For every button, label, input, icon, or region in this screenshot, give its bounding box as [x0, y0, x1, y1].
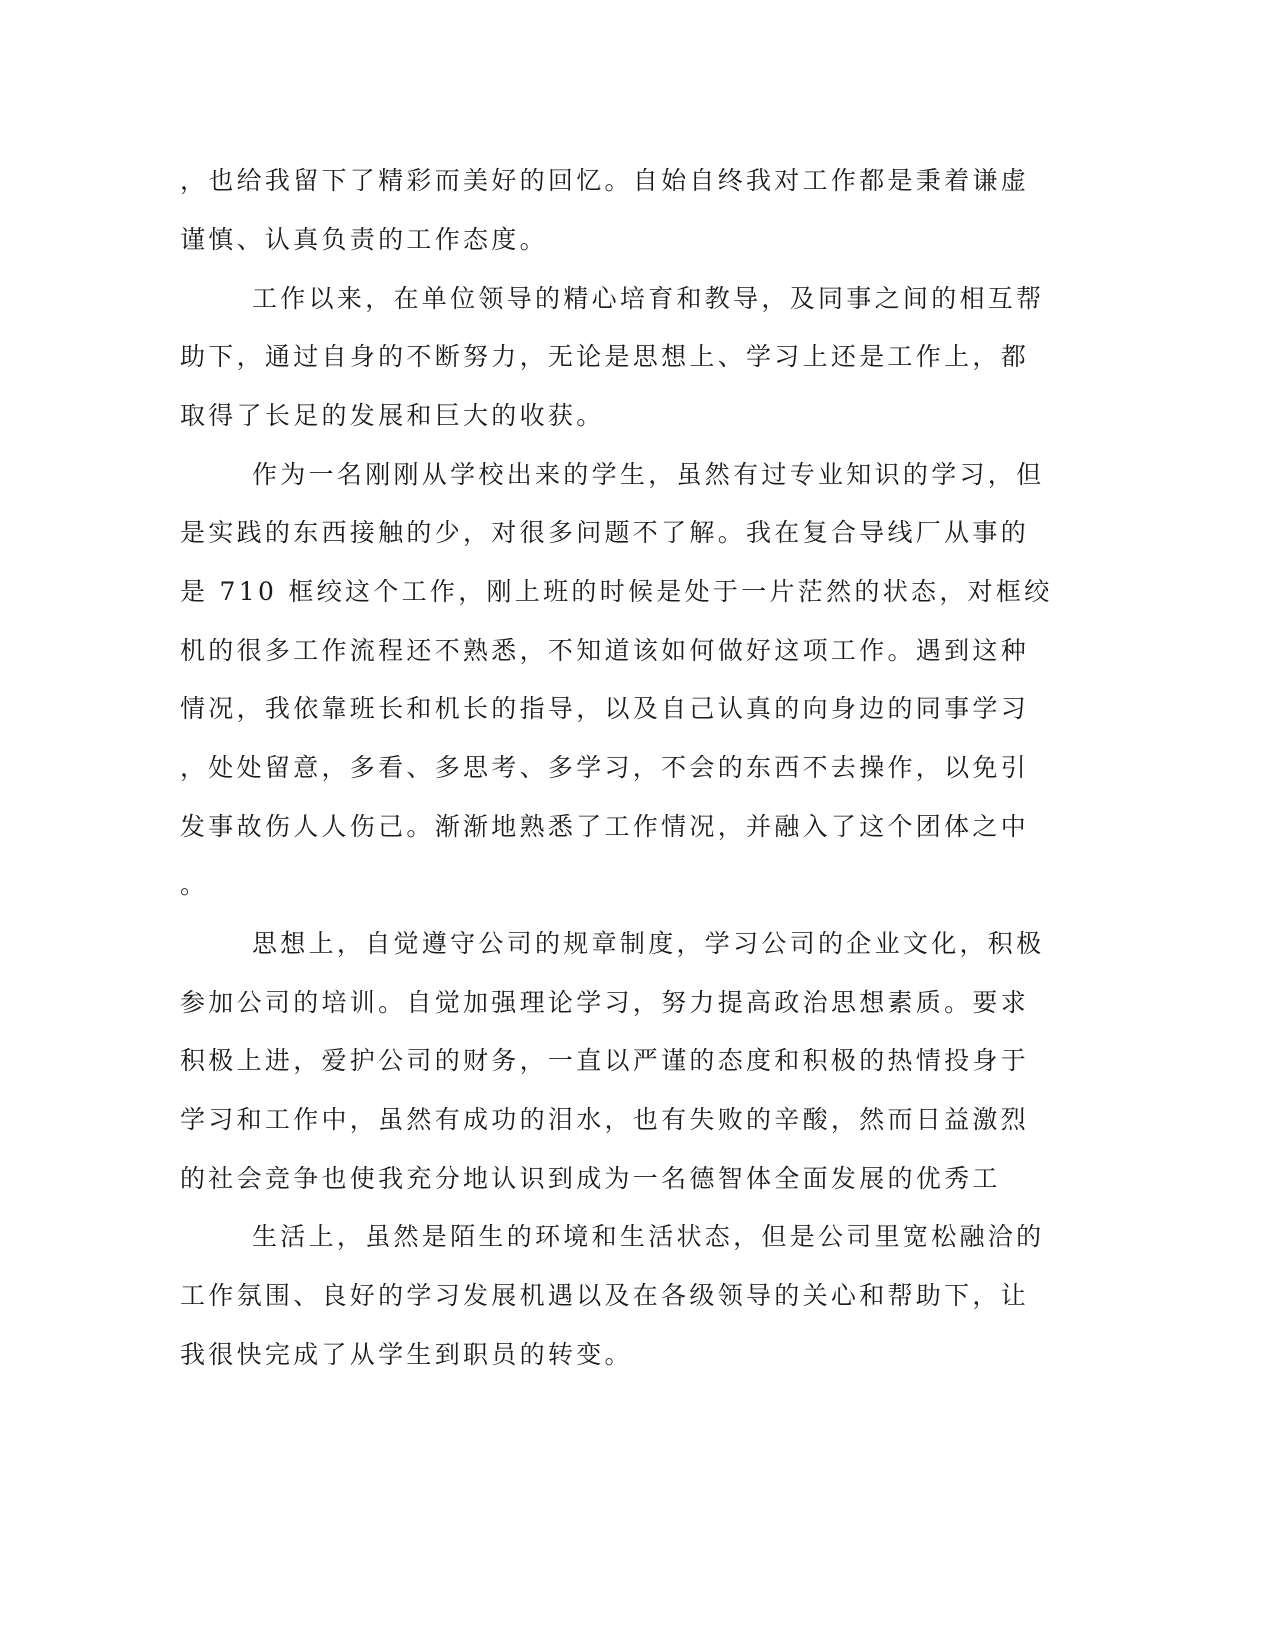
text-line: 发事故伤人人伤己。渐渐地熟悉了工作情况，并融入了这个团体之中 — [180, 812, 1030, 841]
text-line: 情况，我依靠班长和机长的指导，以及自己认真的向身边的同事学习 — [180, 694, 1030, 723]
text-line: ，处处留意，多看、多思考、多学习，不会的东西不去操作，以免引 — [180, 753, 1030, 782]
text-line: 助下，通过自身的不断努力，无论是思想上、学习上还是工作上，都 — [180, 342, 1030, 371]
text-line: 我很快完成了从学生到职员的转变。 — [180, 1340, 633, 1369]
text-line: ，也给我留下了精彩而美好的回忆。自始自终我对工作都是秉着谦虚 — [180, 166, 1030, 195]
text-line: 是 710 框绞这个工作，刚上班的时候是处于一片茫然的状态，对框绞 — [180, 577, 1053, 606]
paragraph-start-line: 工作以来，在单位领导的精心培育和教导，及同事之间的相互帮 — [252, 284, 1045, 313]
paragraph-start-line: 作为一名刚刚从学校出来的学生，虽然有过专业知识的学习，但 — [252, 460, 1045, 489]
text-line: 机的很多工作流程还不熟悉，不知道该如何做好这项工作。遇到这种 — [180, 636, 1030, 665]
text-line: 参加公司的培训。自觉加强理论学习，努力提高政治思想素质。要求 — [180, 988, 1030, 1017]
text-line: 。 — [180, 870, 209, 899]
paragraph-start-line: 思想上，自觉遵守公司的规章制度，学习公司的企业文化，积极 — [252, 929, 1045, 958]
text-line: 学习和工作中，虽然有成功的泪水，也有失败的辛酸，然而日益激烈 — [180, 1105, 1030, 1134]
text-line: 工作氛围、良好的学习发展机遇以及在各级领导的关心和帮助下，让 — [180, 1281, 1030, 1310]
text-line: 积极上进，爱护公司的财务，一直以严谨的态度和积极的热情投身于 — [180, 1046, 1030, 1075]
paragraph-start-line: 生活上，虽然是陌生的环境和生活状态，但是公司里宽松融洽的 — [252, 1222, 1045, 1251]
text-line: 谨慎、认真负责的工作态度。 — [180, 225, 548, 254]
text-line: 是实践的东西接触的少，对很多问题不了解。我在复合导线厂从事的 — [180, 518, 1030, 547]
text-line: 的社会竞争也使我充分地认识到成为一名德智体全面发展的优秀工 — [180, 1164, 1001, 1193]
text-line: 取得了长足的发展和巨大的收获。 — [180, 401, 605, 430]
